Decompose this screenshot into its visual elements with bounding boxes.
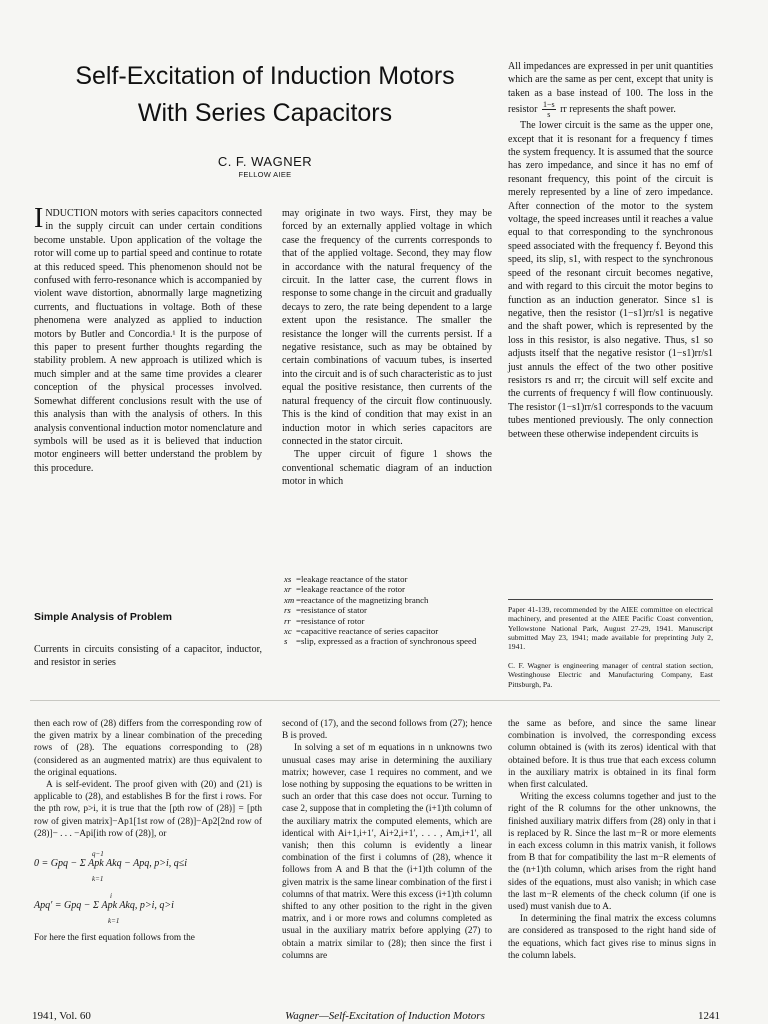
bottom-column-1: [34, 718, 262, 944]
bottom-col3-paragraph-3: In determining the final matrix the excess columns are considered as transposed to the right hand side of the equations, which fact gives rise to minus signs in the column labels.: [508, 914, 716, 961]
intro-text: NDUCTION motors with series capacitors connected in the supply circuit can under certain conditions become unstable. Upon application of the voltage the rotor will come up to partial speed and continue to rotate at this reduced speed. This phenomenon should not be confused with ferro-resonance which is accompanied by violent wave distortion, abnormally large magnetizing currents, and fluctuations in voltage. Both of these phenomena were analyzed as applied to induction motors by Butler and Concordia.¹ It is the purpose of this paper to present further thoughts regarding the stability problem. A new approach is utilized which is much simpler and at the same time provides a clearer conception of the physical processes involved. Somewhat different conclusions result with the use of this analysis than with the analysis of others. In this analysis conventional induction motor nomenclature and symbols will be used as it is believed that induction motor engineers will better understand the problem by this procedure.: [34, 208, 262, 474]
bottom-col1-paragraph-1: then each row of (28) differs from the corresponding row of the given matrix by a linear combination of the preceding rows of (28). The equations corresponding to (28) (considered as an augmented matrix) are thus equivalent to the original equations.: [34, 719, 262, 778]
footer-running-title: Wagner—Self-Excitation of Induction Motors: [285, 1010, 485, 1022]
equation-1: q−1 0 = Gpq − Σ Apk Akq − Apq, p>i, q≤i k=1: [34, 850, 188, 884]
intro-paragraph: [34, 203, 262, 475]
nomenclature-item: xc =capacitive reactance of series capacitor: [284, 626, 439, 637]
nomenclature-item: rr =resistance of rotor: [284, 615, 365, 626]
nomenclature-item: xr =leakage reactance of the rotor: [284, 584, 405, 595]
nomenclature-item: rs =resistance of stator: [284, 605, 367, 616]
intro-column-2: [282, 207, 492, 489]
column-2-paragraph-2: The upper circuit of figure 1 shows the conventional schematic diagram of an induction motor in which: [282, 449, 492, 488]
bottom-col3-paragraph-1: the same as before, and since the same linear combination is involved, the corresponding excess column obtained is (with its zeros) identical with that obtained before. It is thus true that each excess column in the auxiliary matrix is obtained in its final form when first calculated.: [508, 719, 716, 791]
bottom-col2-paragraph-2: In solving a set of m equations in n unknowns two unusual cases may arise in determining the auxiliary matrix; however, case 1 requires no comment, and we lose nothing by supposing the equations to be written in such an order that this case does not occur. Turning to case 2, suppose that in completing the (i+1)th column of the auxiliary matrix the computed elements, which are identical with Ai+1,i+1′, Ai+2,i+1′, . . . , Am,i+1′, all vanish; then this column is evidently a linear combination of the first i columns of (28), whence it follows from A and B that the (i+1)th column of the given matrix is the same linear combination of the first i columns of that matrix. Were this excess (i+1)th column shifted to any other position to the right in the given matrix, and i or more rows and columns completed as usual in the auxiliary matrix before applying (27) to obtain a matrix similar to (28); then since the first i columns are: [282, 743, 492, 961]
column-3-paragraph-1: All impedances are expressed in per unit quantities which are the same as per cent, except that unity is taken as a base instead of 100. The loss in the resistor $\frac{1-s}{s}$ rr represents the shaft power.: [508, 61, 713, 120]
section-paragraph: Currents in circuits consisting of a capacitor, inductor, and resistor in series: [34, 644, 262, 669]
author-name: C. F. WAGNER: [217, 154, 313, 169]
footer-page-number: 1241: [698, 1010, 720, 1022]
nomenclature-item: xm =reactance of the magnetizing branch: [284, 594, 429, 605]
equation-2: i Apq′ = Gpq − Σ Apk Akq, p>i, q>i k=1: [34, 892, 174, 926]
drop-cap: I: [34, 203, 44, 234]
page-split-divider: [30, 700, 720, 701]
footer-volume: 1941, Vol. 60: [32, 1010, 91, 1022]
nomenclature-list: [284, 574, 494, 647]
column-2-paragraph-1: may originate in two ways. First, they may be forced by an externally applied voltage in which case the frequency of the currents corresponds to that of the applied voltage. Second, they may flow in accordance with the natural frequency of the circuit. In the latter case, the current flows in response to some change in the circuit and gradually decays to zero, the rate being dependent to a large extent upon the resistance. The smaller the resistance the longer will the currents persist. If a negative resistance, such as may be obtained by certain combinations of vacuum tubes, is inserted into the circuit and is of such characteristic as to just equal the positive resistance, then currents of the natural frequency of the circuit flow continuously. This is the kind of condition that may exist in an induction motor in which series capacitors are connected in the stator circuit.: [282, 208, 492, 447]
bottom-col1-paragraph-3: For here the first equation follows from the: [34, 933, 195, 944]
author-rank: FELLOW AIEE: [238, 170, 292, 179]
bottom-col2-paragraph-1: second of (17), and the second follows from (27); hence B is proved.: [282, 719, 492, 742]
paper-title: [40, 58, 490, 132]
intro-column-3: [508, 60, 713, 441]
paper-note: Paper 41-139, recommended by the AIEE committee on electrical machinery, and presented at the AIEE Pacific Coast convention, Yellowstone National Park, August 27-29, 1941. Manuscript submitted May 23, 1941; made available for preprinting July 2, 1941.: [508, 605, 713, 652]
bottom-col3-paragraph-2: Writing the excess columns together and just to the right of the R columns for the other unknowns, the finished auxiliary matrix differs from (28) only in that i is replaced by R. Since the last m−R or more elements in each excess column in this matrix vanish, it follows from B that for compatibility the last m−R elements of the (n+1)th column, which arises from the right hand sides of the equations, must also vanish; in which case the last m−R elements of the check column (if one is used) must vanish due to A.: [508, 792, 716, 913]
nomenclature-item: xs =leakage reactance of the stator: [284, 574, 408, 584]
column-3-paragraph-2: The lower circuit is the same as the upper one, except that it is resonant for a frequency f times the system frequency. It is assumed that the source has zero impedance, and since it has no emf of resonant frequency, this point of the circuit is merely represented by a line of zero impedance. After connection of the motor to the system voltage, the speed increases until it reaches a value equal to that corresponding to the synchronous speed associated with the frequency f. Beyond this speed, its slip, s1, with respect to the synchronous speed of the resonant circuit becomes negative, and with regard to this circuit the motor begins to function as an induction generator. Since s1 is negative, then the resistor (1−s1)rr/s1 is negative and the shaft power, which is represented by the loss in this resistor, is also negative. Thus, s1 so adjusts itself that the negative resistor (1−s1)rr/s1 just annuls the effect of the two other positive resistors rs and rr; the circuit will self excite and the currents of frequency f will flow continuously. The resistor (1−s1)rr/s1 corresponds to the vacuum tubes mentioned previously. The only connection between these otherwise independent circuits is: [508, 120, 713, 440]
nomenclature-item: s =slip, expressed as a fraction of synchronous speed: [284, 636, 477, 647]
title-line-2: With Series Capacitors: [137, 99, 393, 127]
section-text-start: [34, 643, 262, 670]
intro-column-1: [34, 203, 262, 475]
section-heading: Simple Analysis of Problem: [34, 611, 172, 623]
fraction: $\frac{1-s}{s}$: [542, 100, 555, 120]
bottom-column-2: [282, 718, 492, 962]
bottom-column-3: [508, 718, 716, 962]
author-note: C. F. Wagner is engineering manager of central station section, Westinghouse Electric and Manufacturing Company, East Pittsburgh, Pa.: [508, 661, 713, 689]
notes-rule: [508, 599, 713, 600]
title-line-1: Self-Excitation of Induction Motors: [75, 62, 455, 90]
bottom-col1-paragraph-2: A is self-evident. The proof given with (20) and (21) is applicable to (28), and establishes B for the first i rows. For the pth row, p>i, it is true that the [pth row of (28)] = [pth row of given matrix]−Ap1[1st row of (28)]−Ap2[2nd row of (28)]− . . . −Api[ith row of (28)], or: [34, 780, 262, 839]
